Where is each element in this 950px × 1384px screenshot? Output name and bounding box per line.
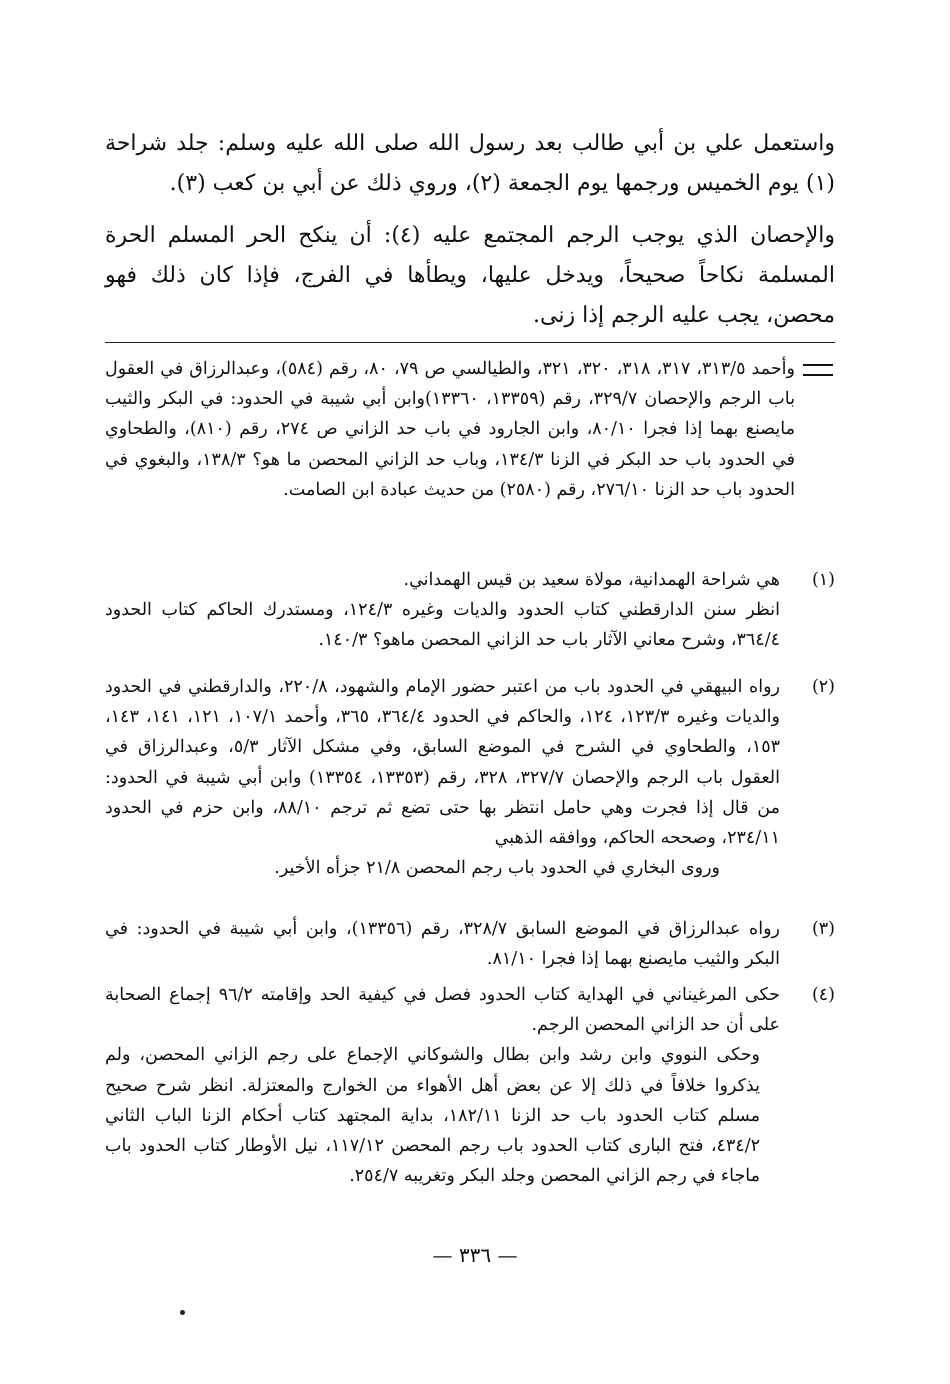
footnote-number: (١) <box>811 570 835 590</box>
body-paragraph-1: واستعمل علي بن أبي طالب بعد رسول الله صلى الله عليه وسلم: جلد شراحة (١) يوم الخميس ورجمها يوم الجمعة (٢)، وروي ذلك عن أبي بن كعب (٣). <box>105 131 835 196</box>
footnote-continued: وأحمد ٣١٣/٥، ٣١٧، ٣١٨، ٣٢٠، ٣٢١، والطيالسي ص ٧٩، ٨٠، رقم (٥٨٤)، وعبدالرزاق في العقول باب الرجم والإحصان ٣٢٩/٧، رقم (١٣٣٥٩، ١٣٣٦٠)وابن أبي شيبة في الحدود: في البكر والثيب مايصنع بهما إذا فجرا ٨٠/١٠، وابن الجارود في باب حد الزاني ص ٢٧٤، رقم (٨١٠)، والطحاوي في الحدود باب حد البكر في الزنا ١٣٤/٣، وباب حد الزاني المحصن ما هو؟ ١٣٨/٣، والبغوي في الحدود باب حد الزنا ٢٧٦/١٠، رقم (٢٥٨٠) من حديث عبادة ابن الصامت. <box>105 359 795 500</box>
footnote-text: وحكى النووي وابن رشد وابن بطال والشوكاني الإجماع على رجم الزاني المحصن، ولم يذكروا خلافاً في ذلك إلا عن بعض أهل الأهواء من الخوارج والمعتزلة. انظر شرح صحيح مسلم كتاب الحدود باب حد الزنا ١٨٢/١١، بداية المجتهد كتاب أحكام الزنا الباب الثاني ٤٣٤/٢، فتح البارى كتاب الحدود باب رجم المحصن ١١٧/١٢، نيل الأوطار كتاب الحدود باب ماجاء في رجم الزاني المحصن وجلد البكر وتغريبه ٢٥٤/٧. <box>105 1045 760 1187</box>
footnote-2 <box>105 672 835 883</box>
footnote-number: (٣) <box>811 919 835 939</box>
footnote-text: حكى المرغيناني في الهداية كتاب الحدود فصل في كيفية الحد وإقامته ٩٦/٢ إجماع الصحابة على أن حد الزاني المحصن الرجم. <box>105 985 780 1036</box>
ink-speck <box>180 1310 185 1315</box>
footnote-text: هي شراحة الهمدانية، مولاة سعيد بن قيس الهمداني. <box>403 570 780 590</box>
page-number: — ٣٣٦ — <box>432 1243 518 1267</box>
footnote-3 <box>105 914 835 974</box>
footnote-text: رواه البيهقي في الحدود باب من اعتبر حضور الإمام والشهود، ٢٢٠/٨، والدارقطني في الحدود والديات وغيره ١٢٣/٣، ١٢٤، والحاكم في الحدود ٣٦٤/٤، ٣٦٥، وأحمد ١٠٧/١، ١٢١، ١٤١، ١٤٣، ١٥٣، والطحاوي في الشرح في الموضع السابق، وفي مشكل الآثار ٥/٣، وعبدالرزاق في العقول باب الرجم والإحصان ٣٢٧/٧، ٣٢٨، رقم (١٣٣٥٣، ١٣٣٥٤) وابن أبي شيبة في الحدود: من قال إذا فجرت وهي حامل انتظر بها حتى تضع ثم ترجم ٨٨/١٠، وابن حزم في الحدود ٢٣٤/١١، وصححه الحاكم، ووافقه الذهبي <box>105 677 781 849</box>
footnote-separator <box>105 342 835 343</box>
footnote-text: وروى البخاري في الحدود باب رجم المحصن ٢١/٨ جزأه الأخير. <box>274 858 720 879</box>
footnote-4 <box>105 980 835 1191</box>
footnote-continuation-mark <box>803 364 833 384</box>
body-paragraph-2: والإحصان الذي يوجب الرجم المجتمع عليه (٤): أن ينكح الحر المسلم الحرة المسلمة نكاحاً صحيحاً، ويدخل عليها، ويطأها في الفرج، فإذا كان ذلك فهو محصن، يجب عليه الرجم إذا زنى. <box>105 223 836 328</box>
footnote-number: (٤) <box>811 985 835 1005</box>
footnote-text: رواه عبدالرزاق في الموضع السابق ٣٢٨/٧، رقم (١٣٣٥٦)، وابن أبي شيبة في الحدود: في البكر والثيب مايصنع بهما إذا فجرا ٨١/١٠. <box>105 919 780 970</box>
footnote-1 <box>105 565 835 656</box>
footnote-text: انظر سنن الدارقطني كتاب الحدود والديات وغيره ١٢٤/٣، ومستدرك الحاكم كتاب الحدود ٣٦٤/٤، وشرح معاني الآثار باب حد الزاني المحصن ماهو؟ ١٤٠/٣. <box>105 600 780 651</box>
footnote-number: (٢) <box>811 677 835 697</box>
